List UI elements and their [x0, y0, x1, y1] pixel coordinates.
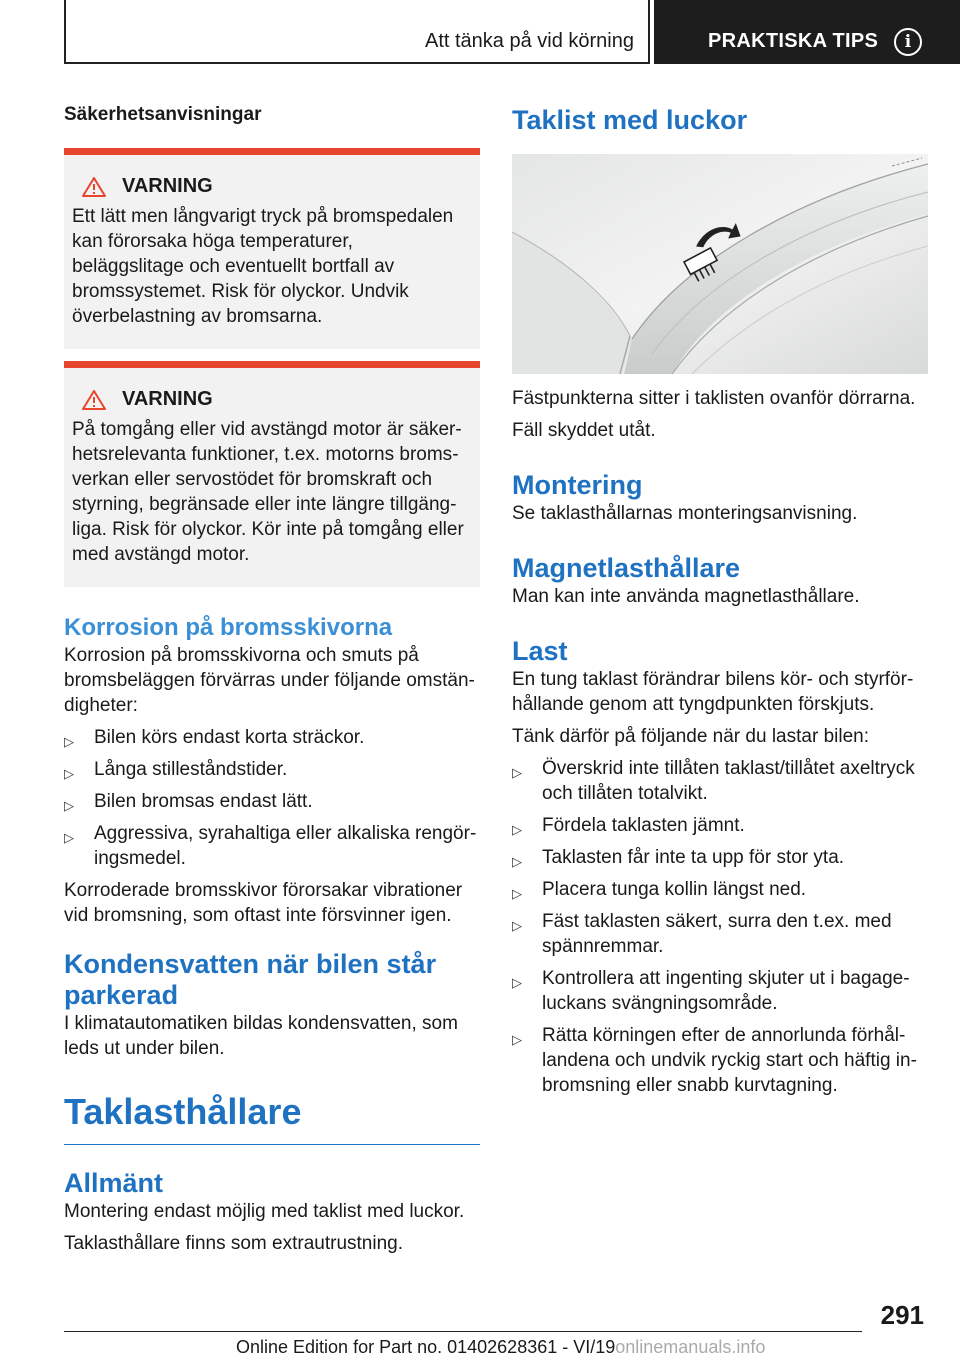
photo-caption-1: Fästpunkterna sitter i taklisten ovanför dörrarna.: [512, 388, 916, 409]
load-list: [512, 756, 928, 1098]
warning-title-2: VARNING: [82, 388, 470, 411]
roof-rack-p1: Montering endast möjlig med taklist med luckor.: [64, 1201, 465, 1222]
watermark: onlinemanuals.info: [615, 1337, 766, 1357]
list-item: ▷ Placera tunga kollin längst ned.: [512, 877, 928, 902]
list-item: ▷ Bilen körs endast korta sträckor.: [64, 725, 480, 750]
list-item: ▷ Överskrid inte tillåten taklast/tillåtet axeltryck och tillåten totalvikt.: [512, 758, 915, 804]
warning-title-1: VARNING: [82, 175, 470, 198]
magnetic-heading: Magnetlasthållare: [512, 553, 741, 583]
list-item: ▷ Kontrollera att ingenting skjuter ut i bagageluckans svängningsområde.: [512, 968, 910, 1014]
photo-caption-2: Fäll skyddet utåt.: [512, 420, 656, 441]
warning-box-1: [64, 148, 480, 349]
roof-rail-photo: [512, 154, 928, 374]
general-heading: Allmänt: [64, 1168, 164, 1198]
load-heading: Last: [512, 636, 568, 666]
magnetic-text: Man kan inte använda magnetlasthållare.: [512, 586, 860, 607]
mounting-heading: Montering: [512, 470, 643, 500]
footer-edition: Online Edition for Part no. 01402628361 - VI/19onlinemanuals.info: [236, 1337, 766, 1357]
list-item: ▷ Taklasten får inte ta upp för stor yta.: [512, 845, 928, 870]
condensation-heading: Kondensvatten när bilen står parkerad: [64, 949, 437, 1010]
bullet-triangle-icon: ▷: [64, 830, 74, 845]
warning-triangle-icon: [82, 390, 106, 410]
safety-heading: Säkerhetsanvisningar: [64, 104, 262, 125]
condensation-text: I klimatautomatiken bildas kondensvatten, som leds ut under bilen.: [64, 1013, 458, 1059]
header-chapter-title: PRAKTISKA TIPS: [708, 30, 879, 52]
footer-divider: [64, 1331, 862, 1332]
warning-text-1: Ett lätt men långvarigt tryck på bromspedalen kan förorsaka höga temperaturer, beläggslitage och eventuellt bortfall av bromssystemet. Risk för olyckor. Undvik överbelastning av bromsarna.: [72, 206, 454, 327]
roof-rail-heading: Taklist med luckor: [512, 105, 748, 135]
info-icon: i: [894, 28, 922, 56]
bullet-triangle-icon: ▷: [512, 886, 522, 901]
corrosion-list: [64, 725, 480, 871]
warning-box-2: [64, 361, 480, 587]
roof-rack-p2: Taklasthållare finns som extrautrustning.: [64, 1233, 403, 1254]
bullet-triangle-icon: ▷: [512, 918, 522, 933]
warning-text-2: På tomgång eller vid avstängd motor är säkerhetsrelevanta funktioner, t.ex. motorns bromsverkan eller servostödet för bromskraft och styrning, begränsade eller inte längre tillgängliga. Risk för olyckor. Kör inte på tomgång eller med avstängd motor.: [72, 419, 464, 565]
bullet-triangle-icon: ▷: [512, 1032, 522, 1047]
list-item: ▷ Aggressiva, syrahaltiga eller alkaliska rengöringsmedel.: [64, 823, 477, 869]
bullet-triangle-icon: ▷: [512, 975, 522, 990]
corrosion-outro: Korroderade bromsskivor förorsakar vibrationer vid bromsning, som oftast inte försvinner igen.: [64, 880, 463, 926]
left-column: [64, 104, 480, 1263]
corrosion-intro: Korrosion på bromsskivorna och smuts på bromsbeläggen förvärras under följande omständigheter:: [64, 645, 475, 716]
bullet-triangle-icon: ▷: [64, 734, 74, 749]
header-chapter-box: [654, 0, 960, 64]
bullet-triangle-icon: ▷: [64, 798, 74, 813]
corrosion-heading: Korrosion på bromsskivorna: [64, 614, 393, 641]
mounting-text: Se taklasthållarnas monteringsanvisning.: [512, 503, 858, 524]
page-number: 291: [880, 1300, 924, 1330]
roof-rack-heading: Taklasthållare: [64, 1090, 480, 1145]
list-item: ▷ Fördela taklasten jämnt.: [512, 813, 928, 838]
bullet-triangle-icon: ▷: [512, 765, 522, 780]
header-section-box: [64, 0, 650, 64]
load-p2: Tänk därför på följande när du lastar bilen:: [512, 726, 869, 747]
list-item: ▷ Rätta körningen efter de annorlunda förhållandena och undvik ryckig start och häftig inbromsning eller snabb kurvtagning.: [512, 1025, 917, 1096]
warning-triangle-icon: [82, 177, 106, 197]
bullet-triangle-icon: ▷: [512, 822, 522, 837]
load-p1: En tung taklast förändrar bilens kör- och styrförhållande genom att tyngdpunkten förskjuts.: [512, 669, 914, 715]
list-item: ▷ Bilen bromsas endast lätt.: [64, 789, 480, 814]
bullet-triangle-icon: ▷: [64, 766, 74, 781]
right-column: [512, 104, 928, 1105]
header-section-title: Att tänka på vid körning: [424, 30, 634, 52]
bullet-triangle-icon: ▷: [512, 854, 522, 869]
list-item: ▷ Fäst taklasten säkert, surra den t.ex. med spännremmar.: [512, 911, 892, 957]
list-item: ▷ Långa stilleståndstider.: [64, 757, 480, 782]
